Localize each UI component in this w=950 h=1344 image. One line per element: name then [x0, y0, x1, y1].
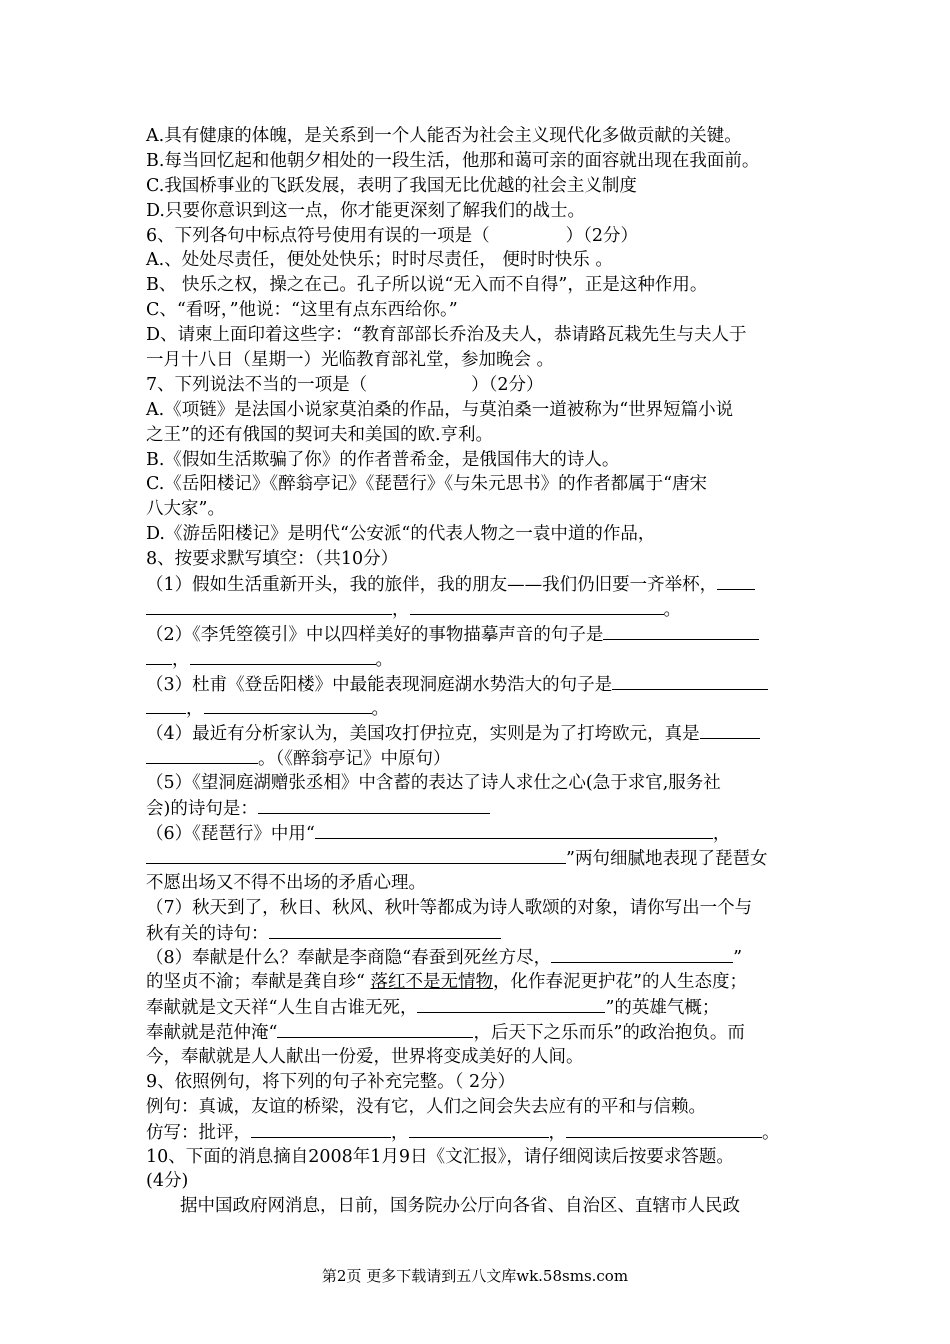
q8-item1-line2: ， 。 — [146, 597, 810, 622]
answer-blank[interactable] — [417, 995, 605, 1013]
q8-item3-line1: （3）杜甫《登岳阳楼》中最能表现洞庭湖水势浩大的句子是 — [146, 672, 810, 697]
answer-blank[interactable] — [551, 945, 733, 963]
q8-item3-line2: ， 。 — [146, 696, 810, 721]
q10-passage: 据中国政府网消息，日前，国务院办公厅向各省、自治区、直辖市人民政 — [180, 1196, 740, 1217]
q9-example: 例句：真诚，友谊的桥梁，没有它，人们之间会失去应有的平和与信赖。 — [146, 1096, 706, 1117]
answer-blank[interactable] — [612, 672, 768, 690]
q7-option-d: D.《游岳阳楼记》是明代“公安派“的代表人物之一袁中道的作品， — [146, 524, 656, 545]
page-footer: 第2页 更多下载请到五八文库wk.58sms.com — [321, 1267, 629, 1285]
q8-item8-line5: 今，奉献就是人人献出一份爱，世界将变成美好的人间。 — [146, 1046, 584, 1067]
answer-blank[interactable] — [146, 647, 172, 665]
q6-stem: 6、下列各句中标点符号使用有误的一项是（ ）（2分） — [146, 225, 639, 246]
q7-stem: 7、下列说法不当的一项是（ ）（2分） — [146, 374, 544, 395]
q8-item8-line3: 奉献就是文天祥“人生自古谁无死， ”的英雄气概； — [146, 995, 810, 1020]
q8-item7-line2: 秋有关的诗句： — [146, 921, 810, 946]
q8-stem: 8、按要求默写填空：（共10分） — [146, 549, 399, 570]
q8-item8-line2: 的坚贞不渝；奉献是龚自珍“ 落红不是无情物，化作春泥更护花”的人生态度； — [146, 972, 747, 993]
q7-option-c-line2: 八大家”。 — [146, 499, 225, 520]
q7-option-b: B.《假如生活欺骗了你》的作者普希金，是俄国伟大的诗人。 — [146, 449, 620, 470]
answer-blank[interactable] — [603, 622, 759, 640]
q6-option-b: B、 快乐之权，操之在己。孔子所以说“无入而不自得”，正是这种作用。 — [146, 275, 708, 296]
answer-blank[interactable] — [269, 921, 501, 939]
answer-blank[interactable] — [190, 647, 376, 665]
q8-item8-line4: 奉献就是范仲淹“ ，后天下之乐而乐”的政治抱负。而 — [146, 1020, 810, 1045]
answer-blank[interactable] — [146, 597, 392, 615]
q10-stem: 10、下面的消息摘自2008年1月9日《文汇报》，请仔细阅读后按要求答题。 — [146, 1146, 734, 1167]
underlined-quote: 落红不是无情物 — [370, 972, 494, 993]
q8-item1-line1: （1）假如生活重新开头，我的旅伴，我的朋友——我们仍旧要一齐举杯， — [146, 572, 810, 597]
q5-option-a: A.具有健康的体魄，是关系到一个人能否为社会主义现代化多做贡献的关键。 — [146, 126, 742, 146]
answer-blank[interactable] — [410, 597, 664, 615]
answer-blank[interactable] — [700, 721, 760, 739]
q8-item8-line1: （8）奉献是什么？奉献是李商隐“春蚕到死丝方尽， ” — [146, 945, 810, 970]
q8-item2-line2: ， 。 — [146, 647, 810, 672]
answer-blank[interactable] — [315, 821, 713, 839]
answer-blank[interactable] — [717, 572, 755, 590]
q6-option-d-line1: D、请柬上面印着这些字：“教育部部长乔治及夫人，恭请路瓦栽先生与夫人于 — [146, 325, 747, 346]
q8-item4-line1: （4）最近有分析家认为，美国攻打伊拉克，实则是为了打垮欧元，真是 — [146, 721, 810, 746]
answer-blank[interactable] — [146, 696, 186, 714]
q5-option-c: C.我国桥事业的飞跃发展，表明了我国无比优越的社会主义制度 — [146, 175, 637, 196]
q7-option-c-line1: C.《岳阳楼记》《醉翁亭记》《琵琶行》《与朱元思书》的作者都属于“唐宋 — [146, 474, 708, 495]
q8-item6-line2: ”两句细腻地表现了琵琶女 — [146, 846, 810, 871]
q10-score: (4分) — [146, 1171, 189, 1192]
answer-blank[interactable] — [146, 846, 566, 864]
q8-item2-line1: （2）《李凭箜篌引》中以四样美好的事物描摹声音的句子是 — [146, 622, 810, 647]
q5-option-b: B.每当回忆起和他朝夕相处的一段生活，他那和蔼可亲的面容就出现在我面前。 — [146, 150, 760, 171]
q5-option-d: D.只要你意识到这一点，你才能更深刻了解我们的战士。 — [146, 200, 585, 221]
q8-item7-line1: （7）秋天到了，秋日、秋风、秋叶等都成为诗人歌颂的对象，请你写出一个与 — [146, 897, 753, 918]
q6-option-d-line2: 一月十八日（星期一）光临教育部礼堂，参加晚会 。 — [146, 350, 555, 371]
q6-option-a: A.、处处尽责任，便处处快乐；时时尽责任， 便时时快乐 。 — [146, 250, 613, 271]
q7-option-a-line1: A.《项链》是法国小说家莫泊桑的作品，与莫泊桑一道被称为“世界短篇小说 — [146, 399, 734, 420]
exam-content — [146, 124, 810, 1219]
answer-blank[interactable] — [409, 1120, 549, 1138]
answer-blank[interactable] — [146, 746, 258, 764]
q8-item4-line2: 。（《醉翁亭记》中原句） — [146, 746, 810, 771]
q8-item5-line1: （5）《望洞庭湖赠张丞相》中含蓄的表达了诗人求仕之心(急于求官,服务社 — [146, 773, 721, 794]
q8-item5-line2: 会)的诗句是： — [146, 796, 810, 821]
q9-imitate: 仿写：批评， ， ， 。 — [146, 1120, 810, 1145]
answer-blank[interactable] — [258, 796, 490, 814]
answer-blank[interactable] — [277, 1020, 473, 1038]
answer-blank[interactable] — [204, 696, 372, 714]
q6-option-c: C、“看呀，”他说：“这里有点东西给你。” — [146, 300, 458, 321]
q8-item6-line3: 不愿出场又不得不出场的矛盾心理。 — [146, 872, 426, 893]
answer-blank[interactable] — [566, 1120, 762, 1138]
q7-option-a-line2: 之王”的还有俄国的契诃夫和美国的欧.亨利。 — [146, 424, 494, 445]
answer-blank[interactable] — [251, 1120, 391, 1138]
q8-item6-line1: （6）《琵琶行》中用“ ， — [146, 821, 810, 846]
q9-stem: 9、依照例句，将下列的句子补充完整。（ 2分） — [146, 1071, 516, 1092]
